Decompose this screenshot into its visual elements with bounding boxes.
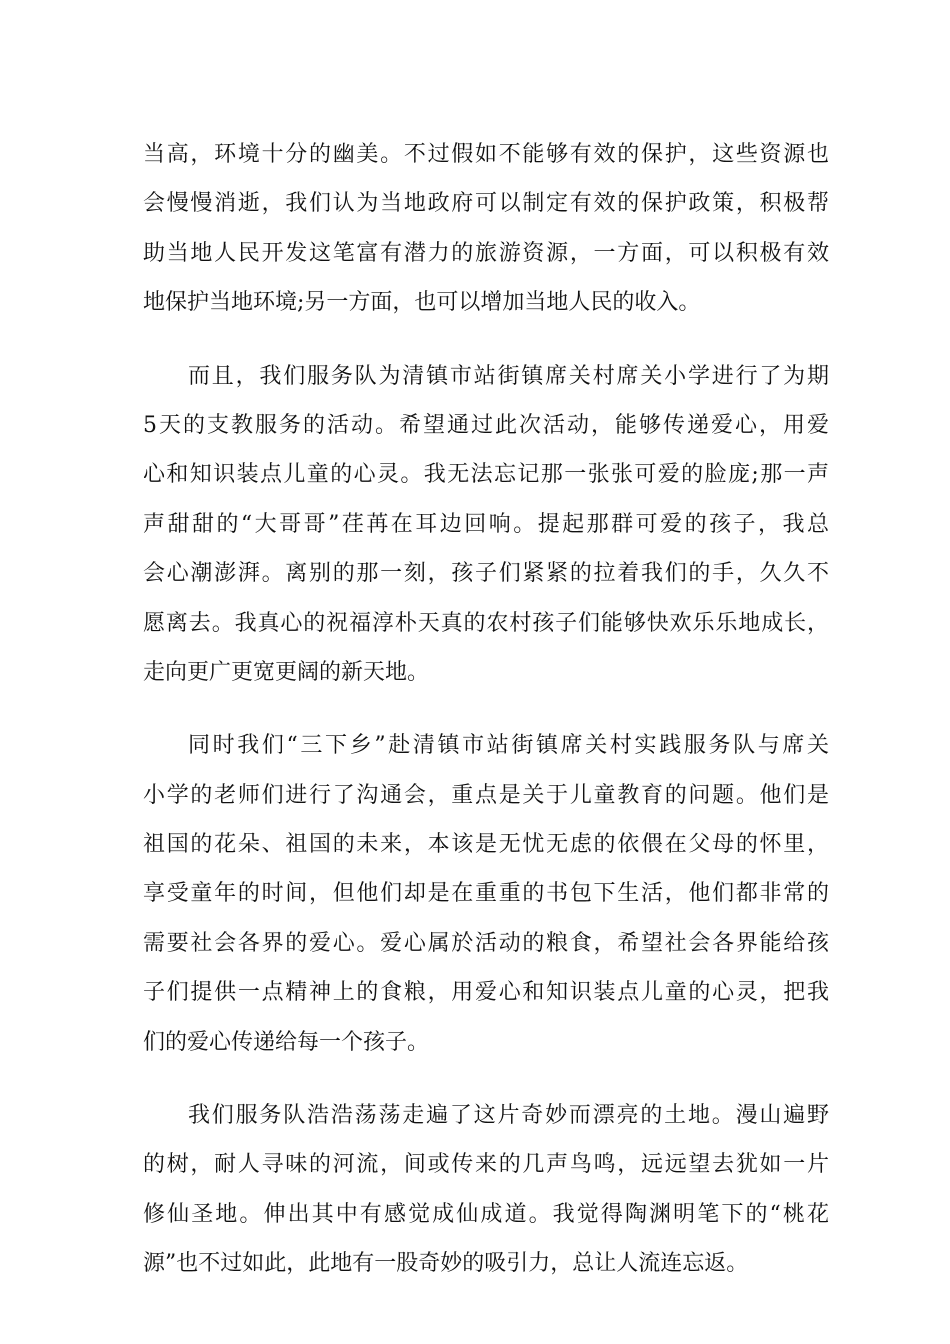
text-line: 愿离去。我真心的祝福淳朴天真的农村孩子们能够快欢乐乐地成长，	[143, 610, 829, 636]
text-line: 心和知识装点儿童的心灵。我无法忘记那一张张可爱的脸庞;那一声	[143, 462, 829, 488]
text-line: 同时我们“三下乡”赴清镇市站街镇席关村实践服务队与席关	[188, 733, 829, 759]
paragraph	[143, 130, 829, 328]
text-line: 需要社会各界的爱心。爱心属於活动的粮食，希望社会各界能给孩	[143, 930, 829, 956]
text-line: 小学的老师们进行了沟通会，重点是关于儿童教育的问题。他们是	[143, 782, 829, 808]
text-line: 声甜甜的“大哥哥”荏苒在耳边回响。提起那群可爱的孩子，我总	[143, 511, 829, 537]
text-line: 享受童年的时间，但他们却是在重重的书包下生活，他们都非常的	[143, 881, 829, 907]
text-line: 而且，我们服务队为清镇市站街镇席关村席关小学进行了为期	[188, 363, 829, 389]
paragraph	[143, 352, 829, 698]
text-line: 的树，耐人寻味的河流，间或传来的几声鸟鸣，远远望去犹如一片	[143, 1152, 829, 1178]
text-line: 5天的支教服务的活动。希望通过此次活动，能够传递爱心，用爱	[143, 412, 829, 438]
document-body	[143, 130, 829, 1289]
text-line: 地保护当地环境;另一方面，也可以增加当地人民的收入。	[143, 290, 701, 316]
text-line: 祖国的花朵、祖国的未来，本该是无忧无虑的依偎在父母的怀里，	[143, 832, 829, 858]
text-line: 我们服务队浩浩荡荡走遍了这片奇妙而漂亮的土地。漫山遍野	[188, 1103, 829, 1129]
text-line: 会心潮澎湃。离别的那一刻，孩子们紧紧的拉着我们的手，久久不	[143, 561, 829, 587]
text-line: 子们提供一点精神上的食粮，用爱心和知识装点儿童的心灵，把我	[143, 980, 829, 1006]
text-line: 们的爱心传递给每一个孩子。	[143, 1029, 430, 1055]
paragraph	[143, 1091, 829, 1289]
paragraph	[143, 721, 829, 1067]
text-line: 当高，环境十分的幽美。不过假如不能够有效的保护，这些资源也	[143, 142, 829, 167]
text-line: 修仙圣地。伸出其中有感觉成仙成道。我觉得陶渊明笔下的“桃花	[143, 1201, 829, 1227]
text-line: 源”也不过如此，此地有一股奇妙的吸引力，总让人流连忘返。	[143, 1251, 749, 1277]
text-line: 会慢慢消逝，我们认为当地政府可以制定有效的保护政策，积极帮	[143, 191, 829, 217]
text-line: 助当地人民开发这笔富有潜力的旅游资源，一方面，可以积极有效	[143, 240, 829, 266]
text-line: 走向更广更宽更阔的新天地。	[143, 659, 430, 685]
